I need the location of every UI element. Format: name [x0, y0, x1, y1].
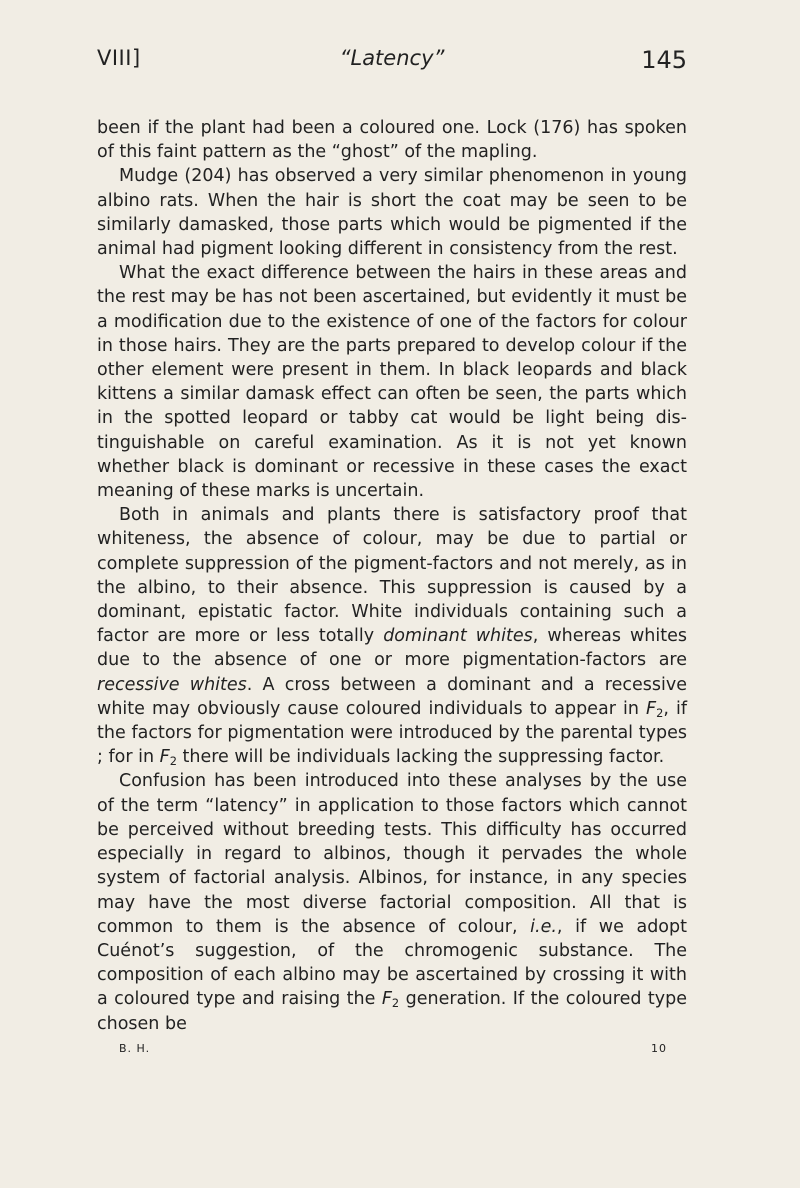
text-fragment: recessive whites [97, 674, 247, 695]
text-fragment: F [159, 747, 170, 768]
running-title: “Latency” [339, 46, 445, 70]
text-fragment: dominant whites [383, 626, 533, 647]
text-fragment: What the exact difference between the hairs in these areas and the rest may be has not been ascertained, but evidently it must be a modification due to the existence of one of the factors for colour in those hairs. They are the parts prepared to develop colour if the other element were present in them. In black leopards and black kittens a similar damask effect can often be seen, the parts which in the spotted leopard or tabby cat would be light being distinguishable on careful examination. As it is not yet known whether black is dominant or recessive in these cases the exact meaning of these marks is uncertain. [97, 263, 687, 502]
body-text [97, 116, 687, 1036]
text-fragment: F [646, 698, 657, 719]
text-fragment: , if the factors for pigmentation were introduced by the parental types ; for in [97, 698, 687, 768]
paragraph-p4 [97, 503, 687, 769]
text-fragment: i.e. [530, 916, 557, 937]
book-page [97, 46, 687, 1062]
page-footer [97, 1042, 687, 1062]
text-fragment: , whereas whites due to the absence of one or more pigmentation-factors are [97, 626, 688, 671]
text-fragment: 2 [656, 705, 664, 720]
paragraph-p5 [97, 769, 687, 1035]
text-fragment: . A cross between a dominant and a recessive white may obviously cause coloured individuals to appear in [97, 674, 687, 719]
paragraph-p2 [97, 164, 687, 261]
text-fragment: 2 [391, 996, 400, 1011]
signature-number: 10 [651, 1041, 667, 1055]
text-fragment: been if the plant had been a coloured one. Lock (176) has spoken of this faint pattern as the “ghost” of the mapling. [97, 118, 687, 163]
text-fragment: Mudge (204) has observed a very similar phenomenon in young albino rats. When the hair is short the coat may be seen to be similarly damasked, those parts which would be pigmented if the animal had pigment looking different in consistency from the rest. [97, 166, 687, 260]
text-fragment: Confusion has been introduced into these analyses by the use of the term “latency” in application to those factors which cannot be perceived without breeding tests. This difficulty has occurred especially in regard to albinos, though it pervades the whole system of factorial analysis. Albinos, for instance, in any species may have the most diverse factorial composition. All that is common to them is the absence of colour, [97, 771, 687, 937]
text-fragment: Both in animals and plants there is satisfactory proof that whiteness, the absence of colour, may be due to partial or complete suppression of the pigment-factors and not merely, as in the albino, to their absence. This suppression is caused by a dominant, epistatic factor. White individuals containing such a factor are more or less totally [97, 505, 687, 647]
text-fragment: there will be individuals lacking the suppressing factor. [176, 747, 665, 768]
text-fragment: F [381, 989, 392, 1010]
page-number: 145 [641, 46, 687, 74]
text-fragment: 2 [169, 754, 177, 769]
signature-mark: B. H. [119, 1041, 151, 1055]
text-fragment: , if we adopt Cuénot’s suggestion, of the chromogenic substance. The composition of each albino may be ascertained by crossing it with a coloured type and raising the [97, 916, 687, 1010]
paragraph-p3 [97, 261, 687, 503]
text-fragment: generation. If the coloured type chosen be [97, 989, 687, 1034]
chapter-number: VIII] [97, 46, 141, 70]
paragraph-p1 [97, 116, 687, 164]
running-head [97, 46, 687, 86]
